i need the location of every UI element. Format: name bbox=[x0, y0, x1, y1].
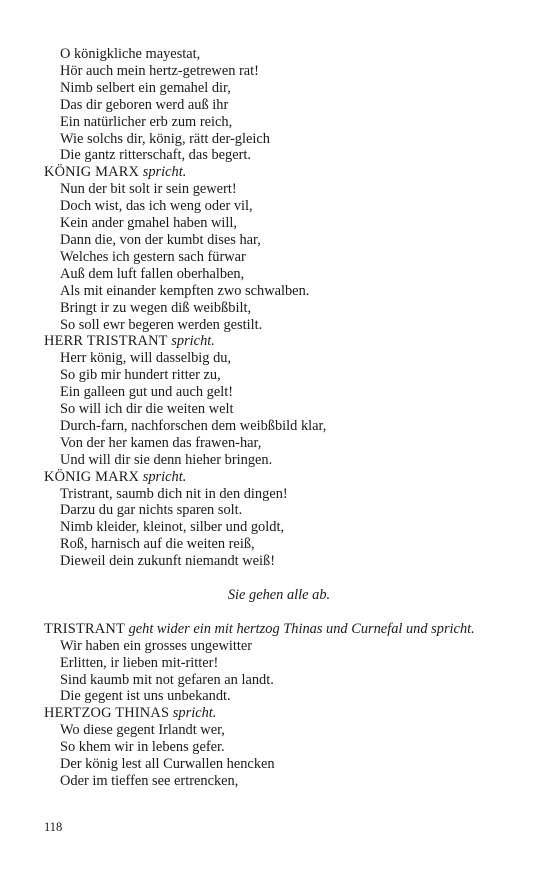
verse-line: Nimb kleider, kleinot, silber und goldt, bbox=[60, 519, 285, 536]
verse-line: Als mit einander kempften zwo schwalben. bbox=[60, 282, 310, 299]
verse-line: Durch-farn, nachforschen dem weibßbild klar, bbox=[60, 417, 327, 434]
speaker-name: HERTZOG THINAS bbox=[44, 705, 170, 722]
verse-block-4 bbox=[44, 486, 514, 571]
verse-line: Herr könig, will dasselbig du, bbox=[60, 350, 232, 367]
verse-line: So khem wir in lebens gefer. bbox=[60, 739, 225, 756]
speaker-name: KÖNIG MARX bbox=[44, 164, 140, 181]
verse-line: Sind kaumb mit not gefaren an landt. bbox=[60, 671, 274, 688]
verse-line: Dieweil dein zukunft niemandt weiß! bbox=[60, 553, 275, 570]
speaker-heading bbox=[44, 705, 514, 722]
speaker-direction: spricht. bbox=[142, 468, 187, 485]
verse-line: Bringt ir zu wegen diß weibßbilt, bbox=[60, 299, 252, 316]
verse-block-6 bbox=[44, 722, 514, 790]
verse-line: Die gegent ist uns unbekandt. bbox=[60, 688, 231, 705]
speaker-heading bbox=[44, 621, 514, 638]
verse-line: Das dir geboren werd auß ihr bbox=[60, 96, 229, 113]
verse-line: So gib mir hundert ritter zu, bbox=[60, 367, 221, 384]
verse-line: Wo diese gegent Irlandt wer, bbox=[60, 722, 225, 739]
verse-line: Welches ich gestern sach fürwar bbox=[60, 248, 246, 265]
verse-line: Kein ander gmahel haben will, bbox=[60, 215, 238, 232]
verse-line: So will ich dir die weiten welt bbox=[60, 401, 234, 418]
verse-line: Von der her kamen das frawen-har, bbox=[60, 434, 262, 451]
verse-block-1 bbox=[44, 46, 514, 164]
verse-line: Tristrant, saumb dich nit in den dingen! bbox=[60, 485, 288, 502]
verse-line: So soll ewr begeren werden gestilt. bbox=[60, 316, 263, 333]
stage-direction: Sie gehen alle ab. bbox=[227, 586, 331, 603]
speaker-name: KÖNIG MARX bbox=[44, 468, 140, 485]
speaker-direction: spricht. bbox=[172, 705, 217, 722]
speaker-direction: geht wider ein mit hertzog Thinas und Curnefal und spricht. bbox=[128, 620, 475, 637]
speaker-name: HERR TRISTRANT bbox=[44, 333, 168, 350]
speaker-heading bbox=[44, 164, 514, 181]
verse-line: Auß dem luft fallen oberhalben, bbox=[60, 265, 245, 282]
verse-line: Und will dir sie denn hieher bringen. bbox=[60, 451, 273, 468]
speaker-direction: spricht. bbox=[171, 333, 215, 350]
verse-block-5 bbox=[44, 638, 514, 706]
verse-line: Doch wist, das ich weng oder vil, bbox=[60, 198, 253, 215]
page-body bbox=[44, 46, 514, 790]
speaker-heading bbox=[44, 469, 514, 486]
verse-line: Wie solchs dir, könig, rätt der-gleich bbox=[60, 130, 270, 147]
verse-line: Darzu du gar nichts sparen solt. bbox=[60, 502, 243, 519]
verse-line: Erlitten, ir lieben mit-ritter! bbox=[60, 654, 219, 671]
verse-line: Wir haben ein grosses ungewitter bbox=[60, 637, 253, 654]
verse-line: O königkliche mayestat, bbox=[60, 46, 201, 62]
verse-line: Hör auch mein hertz-getrewen rat! bbox=[60, 62, 259, 79]
speaker-name: TRISTRANT bbox=[44, 620, 125, 637]
verse-line: Nimb selbert ein gemahel dir, bbox=[60, 79, 231, 96]
verse-line: Ein natürlicher erb zum reich, bbox=[60, 113, 233, 130]
verse-line: Dann die, von der kumbt dises har, bbox=[60, 231, 261, 248]
verse-line: Roß, harnisch auf die weiten reiß, bbox=[60, 536, 255, 553]
verse-line: Der könig lest all Curwallen hencken bbox=[60, 756, 275, 773]
page-number: 118 bbox=[44, 820, 63, 834]
verse-line: Ein galleen gut und auch gelt! bbox=[60, 384, 234, 401]
spacer bbox=[44, 604, 514, 621]
verse-line: Die gantz ritterschaft, das begert. bbox=[60, 147, 251, 164]
verse-block-2 bbox=[44, 181, 514, 333]
verse-block-3 bbox=[44, 350, 514, 468]
spacer bbox=[44, 570, 514, 587]
verse-line: Nun der bit solt ir sein gewert! bbox=[60, 181, 237, 198]
verse-line: Oder im tieffen see ertrencken, bbox=[60, 772, 239, 789]
speaker-heading bbox=[44, 333, 514, 350]
speaker-direction: spricht. bbox=[142, 164, 187, 181]
